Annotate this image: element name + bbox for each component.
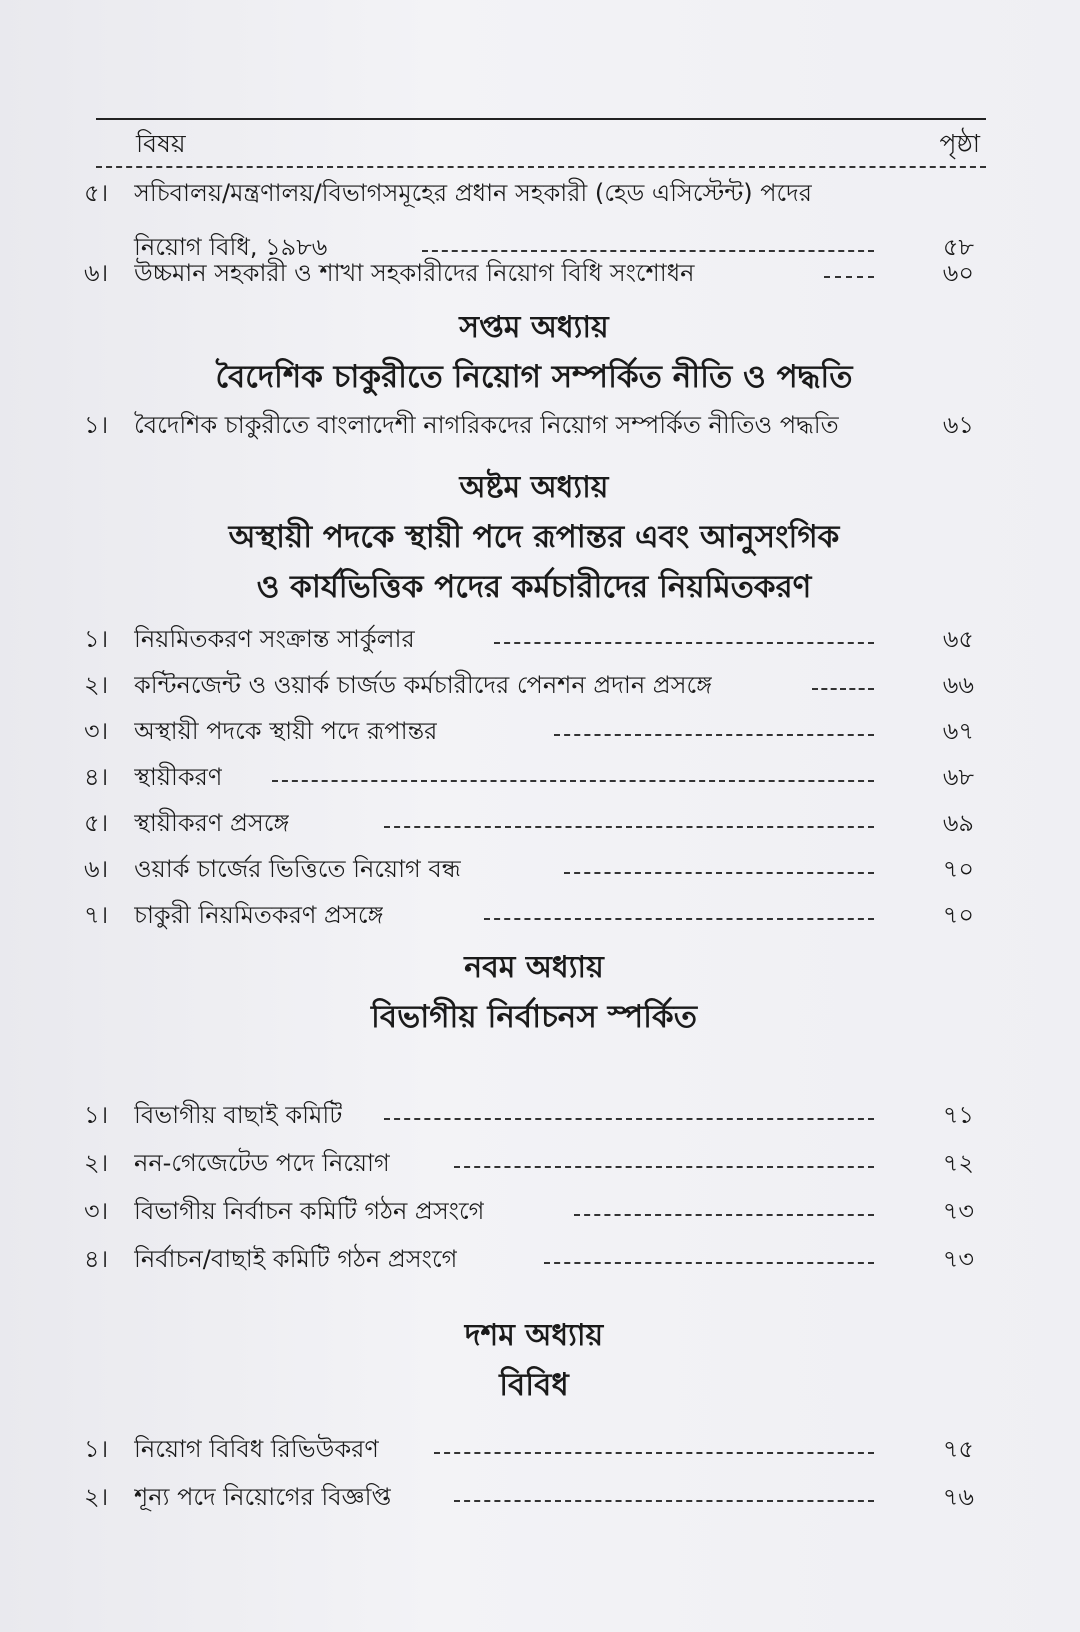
entry-page: ৭৫ bbox=[942, 1435, 974, 1463]
entry-number: ২। bbox=[84, 671, 109, 699]
entry-number: ৫। bbox=[84, 809, 109, 837]
entry-title: স্থায়ীকরণ bbox=[134, 763, 223, 791]
entry-page: ৭০ bbox=[942, 855, 974, 883]
entry-number: ২। bbox=[84, 1149, 109, 1177]
entry-title-continued: নিয়োগ বিধি, ১৯৮৬ bbox=[134, 233, 328, 261]
entry-page: ৬৬ bbox=[942, 671, 974, 699]
dotted-leader bbox=[812, 688, 874, 690]
dotted-leader bbox=[454, 1166, 874, 1168]
entry-number: ৫। bbox=[84, 179, 109, 207]
entry-title: কন্টিনজেন্ট ও ওয়ার্ক চার্জড কর্মচারীদের পেনশন প্রদান প্রসঙ্গে bbox=[134, 671, 713, 699]
entry-page: ৫৮ bbox=[942, 233, 974, 261]
dotted-leader bbox=[454, 1500, 874, 1502]
entry-title: নির্বাচন/বাছাই কমিটি গঠন প্রসংগে bbox=[134, 1245, 458, 1273]
chapter-heading: নবম অধ্যায় bbox=[464, 950, 604, 985]
dotted-leader bbox=[434, 1452, 874, 1454]
entry-title: নিয়মিতকরণ সংক্রান্ত সার্কুলার bbox=[134, 625, 415, 653]
dotted-leader bbox=[384, 826, 874, 828]
entry-title: নিয়োগ বিবিধ রিভিউকরণ bbox=[134, 1435, 379, 1463]
page-column-label: পৃষ্ঠা bbox=[939, 129, 980, 158]
entry-page: ৬৯ bbox=[942, 809, 974, 837]
entry-title: স্থায়ীকরণ প্রসঙ্গে bbox=[134, 809, 290, 837]
entry-number: ৪। bbox=[84, 1245, 109, 1273]
chapter-heading: সপ্তম অধ্যায় bbox=[459, 310, 609, 345]
entry-title: উচ্চমান সহকারী ও শাখা সহকারীদের নিয়োগ বিধি সংশোধন bbox=[134, 259, 695, 287]
entry-number: ৭। bbox=[84, 901, 109, 929]
dotted-leader bbox=[564, 872, 874, 874]
chapter-heading: অষ্টম অধ্যায় bbox=[459, 470, 609, 505]
entry-title: বিভাগীয় নির্বাচন কমিটি গঠন প্রসংগে bbox=[134, 1197, 485, 1225]
entry-page: ৬০ bbox=[942, 259, 974, 287]
entry-title: চাকুরী নিয়মিতকরণ প্রসঙ্গে bbox=[134, 901, 384, 929]
chapter-title: বিবিধ bbox=[499, 1367, 569, 1403]
entry-title: সচিবালয়/মন্ত্রণালয়/বিভাগসমূহের প্রধান সহকারী (হেড এসিস্টেন্ট) পদের bbox=[134, 179, 812, 207]
entry-title: নন-গেজেটেড পদে নিয়োগ bbox=[134, 1149, 390, 1177]
entry-number: ১। bbox=[84, 625, 109, 653]
dotted-leader bbox=[494, 642, 874, 644]
entry-page: ৬৮ bbox=[942, 763, 974, 791]
entry-page: ৭৩ bbox=[942, 1197, 974, 1225]
chapter-title: বৈদেশিক চাকুরীতে নিয়োগ সম্পর্কিত নীতি ও পদ্ধতি bbox=[215, 359, 853, 395]
chapter-title: বিভাগীয় নির্বাচনস স্পর্কিত bbox=[371, 999, 697, 1035]
entry-number: ৪। bbox=[84, 763, 109, 791]
dotted-leader bbox=[544, 1262, 874, 1264]
entry-page: ৭০ bbox=[942, 901, 974, 929]
entry-title: বৈদেশিক চাকুরীতে বাংলাদেশী নাগরিকদের নিয়োগ সম্পর্কিত নীতিও পদ্ধতি bbox=[134, 411, 839, 439]
toc-entry bbox=[84, 176, 984, 266]
entry-number: ৩। bbox=[84, 717, 109, 745]
entry-number: ৩। bbox=[84, 1197, 109, 1225]
entry-page: ৭২ bbox=[942, 1149, 974, 1177]
dotted-leader bbox=[272, 780, 874, 782]
entry-page: ৬৫ bbox=[942, 625, 974, 653]
entry-page: ৭৬ bbox=[942, 1483, 974, 1511]
entry-title: বিভাগীয় বাছাই কমিটি bbox=[134, 1101, 343, 1129]
entry-page: ৬১ bbox=[942, 411, 974, 439]
entry-number: ১। bbox=[84, 411, 109, 439]
entry-number: ২। bbox=[84, 1483, 109, 1511]
entry-title: শূন্য পদে নিয়োগের বিজ্ঞপ্তি bbox=[134, 1483, 392, 1511]
header-divider bbox=[96, 166, 986, 168]
subject-column-label: বিষয় bbox=[136, 129, 186, 158]
entry-number: ৬। bbox=[84, 259, 109, 287]
entry-number: ১। bbox=[84, 1435, 109, 1463]
table-header bbox=[96, 118, 986, 168]
entry-number: ১। bbox=[84, 1101, 109, 1129]
chapter-title-line1: অস্থায়ী পদকে স্থায়ী পদে রূপান্তর এবং আনুসংগিক bbox=[228, 519, 840, 555]
entry-page: ৭১ bbox=[942, 1101, 974, 1129]
chapter-title-line2: ও কার্যভিত্তিক পদের কর্মচারীদের নিয়মিতকরণ bbox=[256, 569, 812, 605]
entry-title: ওয়ার্ক চার্জের ভিত্তিতে নিয়োগ বন্ধ bbox=[134, 855, 461, 883]
dotted-leader bbox=[554, 734, 874, 736]
dotted-leader bbox=[422, 250, 874, 252]
entry-page: ৭৩ bbox=[942, 1245, 974, 1273]
entry-title: অস্থায়ী পদকে স্থায়ী পদে রূপান্তর bbox=[134, 717, 438, 745]
dotted-leader bbox=[384, 1118, 874, 1120]
dotted-leader bbox=[484, 918, 874, 920]
entry-number: ৬। bbox=[84, 855, 109, 883]
chapter-heading: দশম অধ্যায় bbox=[464, 1318, 604, 1353]
entry-page: ৬৭ bbox=[942, 717, 974, 745]
dotted-leader bbox=[574, 1214, 874, 1216]
dotted-leader bbox=[824, 276, 874, 278]
